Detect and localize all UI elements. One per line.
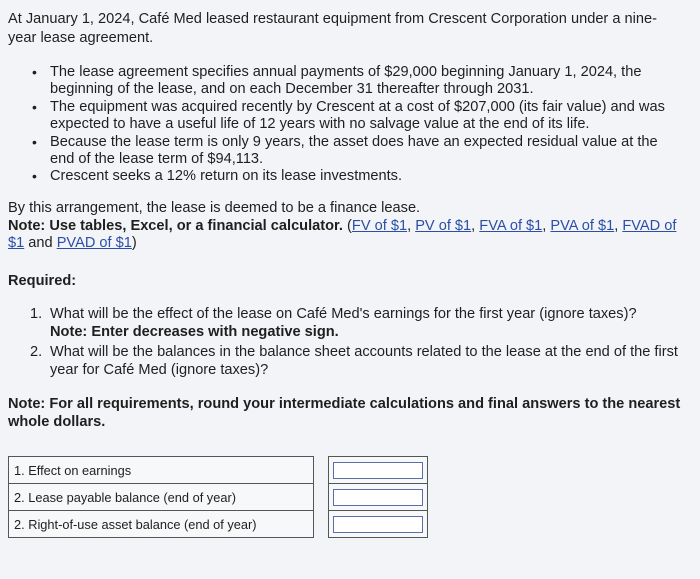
effect-on-earnings-input[interactable]	[333, 462, 423, 479]
list-item: • The lease agreement specifies annual payments of $29,000 beginning January 1, 2024, the beginning of the lease, and on each December 31 thereafter through 2031.	[32, 64, 642, 98]
rounding-note: Note: For all requirements, round your intermediate calculations and final answers to the nearest whole dollars.	[8, 396, 681, 430]
arrangement-block	[8, 200, 688, 253]
requirements-list	[30, 306, 690, 379]
requirement-number: 2.	[30, 344, 43, 361]
row-label-right-of-use-asset: 2. Right-of-use asset balance (end of year)	[9, 511, 314, 538]
requirement-item	[30, 306, 690, 341]
intro-text: At January 1, 2024, Café Med leased restaurant equipment from Crescent Corporation under a nine-year lease agreement.	[8, 11, 657, 46]
requirement-number: 1.	[30, 306, 43, 322]
tables-note-prefix: Note: Use tables, Excel, or a financial calculator.	[8, 217, 343, 234]
bullet-icon: •	[32, 98, 37, 115]
link-fv-of-1[interactable]: FV of $1	[351, 217, 408, 234]
right-of-use-asset-input[interactable]	[333, 516, 423, 533]
lease-payable-input[interactable]	[333, 489, 423, 506]
arrangement-text: By this arrangement, the lease is deemed to be a finance lease.	[8, 200, 421, 216]
row-label-effect-on-earnings: 1. Effect on earnings	[9, 457, 314, 484]
list-item: • Crescent seeks a 12% return on its lease investments.	[32, 168, 403, 185]
tables-note: Note: Use tables, Excel, or a financial calculator. (FV of $1, PV of $1, FVA of $1, PVA of $1, FVAD of $1 and PVAD of $1)	[8, 217, 677, 252]
link-fvad-of-1[interactable]: FVAD of $1	[8, 217, 677, 252]
link-fva-of-1[interactable]: FVA of $1	[479, 217, 543, 234]
requirement-text: What will be the balances in the balance sheet accounts related to the lease at the end of the first year for Café Med (ignore taxes)?	[50, 344, 678, 378]
answer-table	[8, 456, 428, 538]
requirement-item	[30, 344, 690, 379]
link-pvad-of-1[interactable]: PVAD of $1	[56, 235, 132, 252]
required-heading: Required:	[8, 273, 77, 289]
row-label-lease-payable: 2. Lease payable balance (end of year)	[9, 484, 314, 511]
link-pv-of-1[interactable]: PV of $1	[415, 217, 472, 234]
lease-details-list	[28, 64, 683, 186]
table-row	[9, 511, 428, 538]
requirement-text: What will be the effect of the lease on Café Med's earnings for the first year (ignore taxes)?	[50, 306, 637, 322]
bullet-icon: •	[32, 168, 37, 185]
bullet-icon: •	[32, 133, 37, 150]
bullet-icon: •	[32, 64, 37, 80]
link-pva-of-1[interactable]: PVA of $1	[550, 217, 615, 234]
list-item: • The equipment was acquired recently by Crescent at a cost of $207,000 (its fair value) and was expected to have a useful life of 12 years with no salvage value at the end of its life.	[32, 98, 665, 133]
requirement-note: Note: Enter decreases with negative sign.	[50, 323, 339, 340]
table-row	[9, 484, 428, 511]
table-row	[9, 457, 428, 484]
list-item: • Because the lease term is only 9 years, the asset does have an expected residual value at the end of the lease term of $94,113.	[32, 133, 658, 168]
